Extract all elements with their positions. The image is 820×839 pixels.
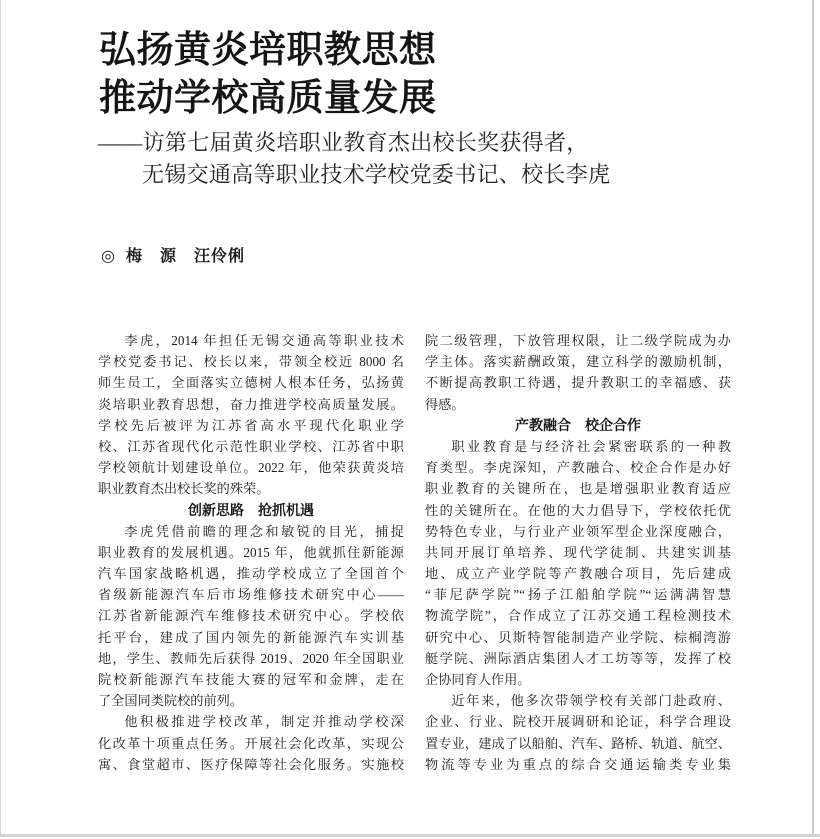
body-line: 职业教育的关键所在，也是增强职业教育适应 [425,481,731,497]
page-edge-bottom [0,834,820,837]
body-line: 他积极推进学校改革，制定并推动学校深 [124,714,404,730]
body-line: 炎培职业教育思想，奋力推进学校高质量发展。 [98,396,404,412]
body-line: 物流学院”，合作成立了江苏交通工程检测技术 [425,608,731,624]
body-line: 李虎，2014 年担任无锡交通高等职业技术 [124,333,404,348]
section-heading-innovation: 创新思路 抢抓机遇 [188,501,314,518]
body-line: 艇学院、洲际酒店集团人才工坊等等，发挥了校 [425,650,731,666]
article-title-line2: 推动学校高质量发展 [99,77,437,118]
article-body [98,330,731,775]
body-line: 托平台，建成了国内领先的新能源汽车实训基 [98,629,404,645]
right-column [425,330,731,775]
body-line: 省级新能源汽车后市场维修技术研究中心—— [98,587,404,603]
body-line: 院二级管理，下放管理权限，让二级学院成为办 [425,333,731,348]
body-line: 校、江苏省现代化示范性职业学校、江苏省中职 [98,438,404,454]
body-line: “菲尼萨学院”“扬子江船舶学院”“运满满智慧 [425,587,731,603]
body-line: 学校领航计划建设单位。2022 年，他荣获黄炎培 [98,460,404,476]
body-line: 不断提高教职工待遇，提升教职工的幸福感、获 [425,375,731,391]
author-marker-icon: ◎ [101,248,116,265]
body-line: 学校党委书记、校长以来，带领全校近 8000 名 [98,354,404,370]
author-byline [101,246,245,268]
article-subtitle-line2: 无锡交通高等职业技术学校党委书记、校长李虎 [142,162,611,187]
body-line: 江苏省新能源汽车维修技术研究中心。学校依 [98,608,404,624]
page-edge-right [812,0,814,836]
body-line: 近年来，他多次带领学校有关部门赴政府、 [451,693,731,709]
body-line: 职业教育的发展机遇。2015 年，他就抓住新能源 [98,544,404,560]
author-names: 梅 源 汪伶俐 [125,248,245,265]
body-line: 职业教育杰出校长奖的殊荣。 [98,481,270,497]
body-line: 地，学生、教师先后获得 2019、2020 年全国职业 [98,650,404,666]
body-line: 企协同育人作用。 [425,672,531,687]
body-line: 物流等专业为重点的综合交通运输类专业集 [425,756,731,772]
body-line: 育类型。李虎深知，产教融合、校企合作是办好 [425,460,731,476]
page-edge-left [0,0,1,834]
body-line: 研究中心、贝斯特智能制造产业学院、棕榈湾游 [425,629,731,645]
body-line: 得感。 [425,396,465,412]
body-line: 置专业，建成了以船舶、汽车、路桥、轨道、航空、 [425,735,731,751]
body-line: 职业教育是与经济社会紧密联系的一种教 [451,438,731,454]
article-title-line1: 弘扬黄炎培职教思想 [99,29,437,70]
body-line: 势特色专业，与行业产业领军型企业深度融合， [425,523,731,539]
body-line: 汽车国家战略机遇，推动学校成立了全国首个 [98,566,404,582]
body-line: 共同开展订单培养、现代学徒制、共建实训基 [425,544,731,560]
body-line: 院校新能源汽车技能大赛的冠军和金牌，走在 [98,672,404,687]
section-heading-integration: 产教融合 校企合作 [515,416,641,433]
body-line: 学主体。落实薪酬政策，建立科学的激励机制， [425,354,731,370]
body-line: 企业、行业、院校开展调研和论证，科学合理设 [425,714,731,730]
body-line: 师生员工，全面落实立德树人根本任务，弘扬黄 [98,375,404,391]
body-line: 学校先后被评为江苏省高水平现代化职业学 [98,417,404,433]
left-column [98,330,404,775]
body-line: 化改革十项重点任务。开展社会化改革，实现公 [98,735,404,751]
body-line: 李虎凭借前瞻的理念和敏锐的目光，捕捉 [124,523,404,539]
body-line: 了全国同类院校的前列。 [98,693,244,709]
article-subtitle-line1: ——访第七届黄炎培职业教育杰出校长奖获得者， [98,130,589,155]
body-line: 地、成立产业学院等产教融合项目，先后建成 [425,566,731,582]
body-line: 寓、食堂超市、医疗保障等社会化服务。实施校 [98,756,404,772]
body-line: 性的关键所在。在他的大力倡导下，学校依托优 [425,502,731,518]
